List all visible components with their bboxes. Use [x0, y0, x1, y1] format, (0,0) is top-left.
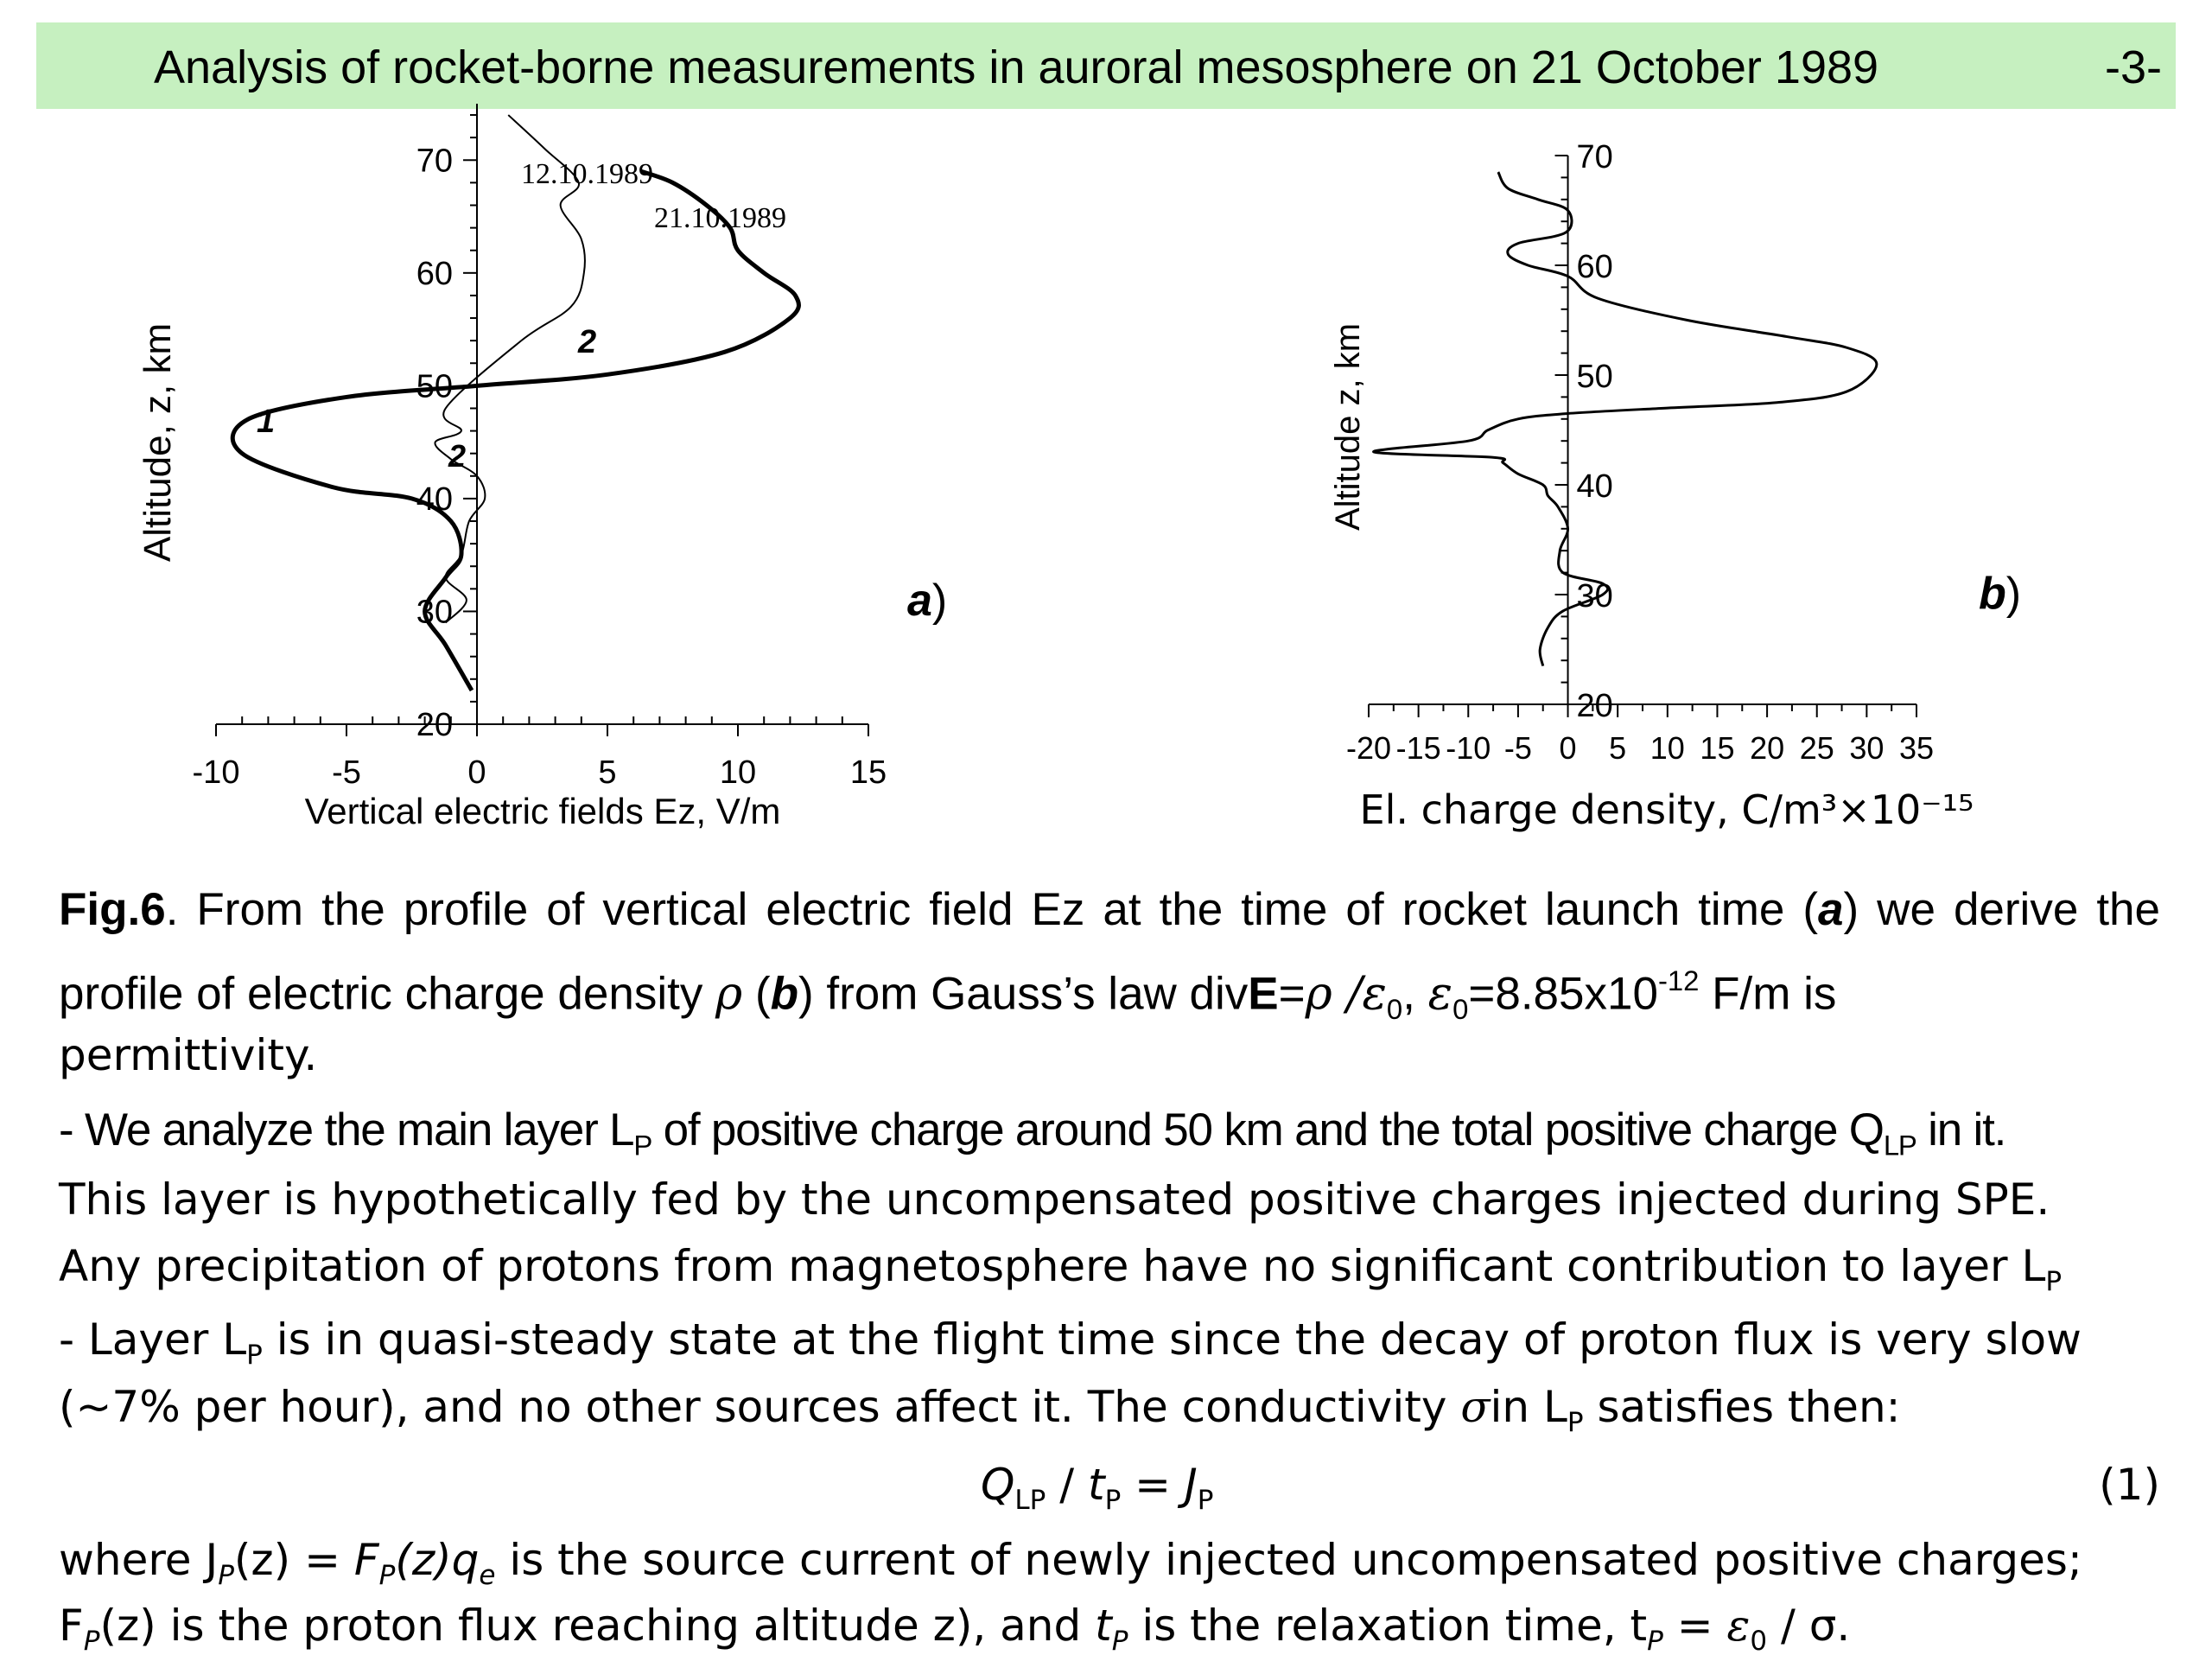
x-tick-label-b: -10	[1446, 730, 1491, 766]
figure-label: Fig.6	[59, 884, 166, 935]
chart-panel-b	[1329, 139, 2021, 833]
y-tick-label-a: 70	[416, 143, 453, 180]
x-tick-label-a: -5	[332, 754, 361, 791]
x-axis-label-a: Vertical electric fields Ez, V/m	[304, 791, 781, 831]
series-line-charge-density	[1374, 172, 1877, 666]
equation-number: (1)	[2099, 1460, 2160, 1510]
y-tick-label-a: 60	[416, 255, 453, 292]
y-axis-label-a: Altitude, z, km	[137, 322, 179, 563]
paragraph-fed-by-spe: This layer is hypothetically fed by the uncompensated positive charges injected during SPE.	[59, 1174, 2050, 1225]
paragraph-relaxation-time: $F_P(z)$ is the proton flux reaching altitude z), and $t_P$ is the relaxation time, $t_P = \varepsilon_0 / \sigma$.	[59, 1601, 1851, 1657]
y-tick-label-a: 20	[416, 707, 453, 743]
paragraph-conductivity: (~7% per hour), and no other sources affect it. The conductivity σin $L_P$ satisfies then:	[59, 1382, 1901, 1438]
x-tick-label-b: 25	[1799, 730, 1834, 766]
x-tick-label-b: 0	[1559, 730, 1577, 766]
x-tick-label-b: -5	[1503, 730, 1532, 766]
paragraph-precipitation: Any precipitation of protons from magnetosphere have no significant contribution to layer $L_P$	[59, 1241, 2063, 1297]
x-tick-label-b: -15	[1395, 730, 1441, 766]
x-tick-label-a: -10	[192, 754, 240, 791]
series-line-21-10-1989	[232, 171, 798, 691]
y-tick-label-b: 70	[1576, 139, 1613, 175]
y-tick-label-b: 40	[1576, 468, 1613, 505]
y-tick-label-a: 40	[416, 481, 453, 518]
paragraph-quasi-steady: - Layer $L_P$ is in quasi-steady state at the flight time since the decay of proton flux is very slow	[59, 1314, 2082, 1371]
curve-label-1: 1	[257, 404, 276, 440]
y-tick-label-a: 50	[416, 368, 453, 405]
page-number: -3-	[2105, 41, 2162, 93]
x-tick-label-a: 0	[467, 754, 486, 791]
curve-label-2-lower: 2	[448, 438, 467, 474]
y-tick-label-b: 20	[1576, 688, 1613, 724]
paragraph-source-current: where $J_P(z) = F_P(z)q_e$ is the source current of newly injected uncompensated positive charges;	[59, 1535, 2082, 1591]
equation-body: $Q_{LP} / t_P = J_P$	[981, 1460, 1214, 1516]
x-tick-label-a: 15	[849, 754, 887, 791]
paragraph-layer-lp: - We analyze the main layer $L_P$ of positive charge around 50 km and the total positive charge $Q_{LP}$ in it.	[59, 1104, 2006, 1162]
y-tick-label-b: 30	[1576, 578, 1613, 614]
y-tick-label-b: 50	[1576, 359, 1613, 395]
y-tick-label-a: 30	[416, 594, 453, 631]
chart-panel-a	[137, 104, 947, 831]
x-tick-label-b: 5	[1609, 730, 1627, 766]
equation-1	[0, 1452, 2212, 1518]
x-tick-label-b: 30	[1849, 730, 1885, 766]
x-axis-label-b: El. charge density, C/m³×10⁻¹⁵	[1359, 786, 1974, 833]
series-line-12-10-1989	[435, 115, 584, 622]
legend-date-12: 12.10.1989	[521, 158, 653, 190]
x-tick-label-b: 20	[1750, 730, 1785, 766]
x-tick-label-b: 35	[1898, 730, 1935, 766]
y-tick-label-b: 60	[1576, 249, 1613, 285]
x-tick-label-a: 5	[598, 754, 617, 791]
x-tick-label-a: 10	[719, 754, 757, 791]
x-tick-label-b: -20	[1345, 730, 1392, 766]
x-tick-label-b: 10	[1649, 730, 1685, 766]
y-axis-label-b: Altitude z, km	[1329, 322, 1367, 531]
x-tick-label-b: 15	[1700, 730, 1735, 766]
panel-label-b: b)	[1979, 569, 2022, 619]
panel-label-a: a)	[907, 576, 948, 626]
header-title: Analysis of rocket-borne measurements in auroral mesosphere on 21 October 1989	[154, 41, 1879, 93]
figure-caption: Fig.6. From the profile of vertical electric field Ez at the time of rocket launch time (a) we derive the profile of electric charge density ρ (b) from Gauss’s law divE=ρ $/\varepsilon_0$, $\varepsilon_0=8.85x10^{-12}$ F/m is	[59, 884, 2161, 1025]
caption-line-permittivity: permittivity.	[59, 1030, 318, 1080]
curve-label-2-upper: 2	[578, 324, 597, 360]
legend-date-21: 21.10.1989	[654, 202, 786, 234]
